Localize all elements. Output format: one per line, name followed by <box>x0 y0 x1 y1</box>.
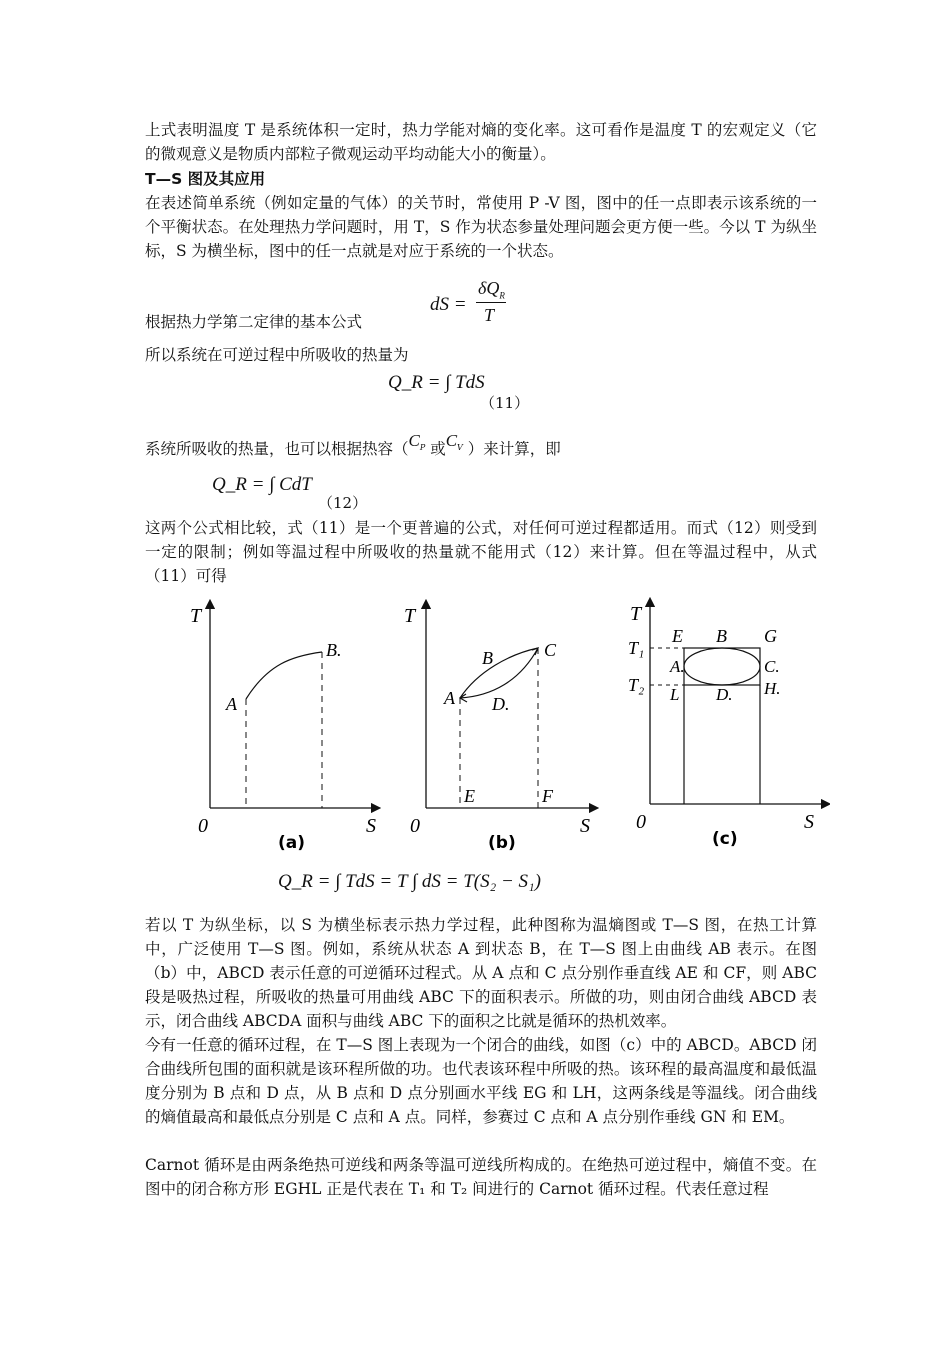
fig-b-caption: (b) <box>488 833 516 853</box>
paragraph-ts-intro: 在表述简单系统（例如定量的气体）的关节时，常使用 P -V 图，图中的任一点即表示该系统的一个平衡状态。在处理热力学问题时，用 T，S 作为状态参量处理问题会更方便一些。今以 T 为纵坐标，S 为横坐标，图中的任一点就是对应于系统的一个状态。 <box>145 194 817 260</box>
fig-c-point-e: E <box>672 626 683 646</box>
fig-a-t-label: T <box>190 605 202 627</box>
fig-a-point-a: A <box>226 694 237 714</box>
paragraph-arbitrary-cycle: 今有一任意的循环过程，在 T—S 图上表现为一个闭合的曲线，如图（c）中的 ABCD。ABCD 闭合曲线所包围的面积就是该环程所做的功。也代表该环程中所吸的热。该环程的最高温度和最低温度分别为 B 点和 D 点，从 B 点和 D 点分别画水平线 EG 和 LH，这两条线是等温线。闭合曲线的熵值最高和最低点分别是 C 点和 A 点。同样，参赛过 C 点和 A 点分别作垂线 GN 和 EM。 <box>145 1036 817 1126</box>
section-heading: T—S 图及其应用 <box>145 170 266 188</box>
figure-a <box>180 596 390 854</box>
cp-subscript: P <box>419 443 426 453</box>
fig-b-s-label: S <box>580 815 590 837</box>
eq-ds-fraction-bar <box>476 302 506 303</box>
paragraph-ts-diagram-usage: 若以 T 为纵坐标，以 S 为横坐标表示热力学过程，此种图称为温熵图或 T—S 图，在热工计算中，广泛使用 T—S 图。例如，系统从状态 A 到状态 B，在 T—S 图上由曲线 AB 表示。在图（b）中，ABCD 表示任意的可逆循环过程式。从 A 点和 C 点分别作垂直线 AE 和 CF，则 ABC 段是吸热过程，所吸收的热量可用曲线 ABC 下的面积表示。所做的功，则由闭合曲线 ABCD 表示，闭合曲线 ABCDA 面积与曲线 ABC 下的面积之比就是循环的热机效率。 <box>145 916 817 1030</box>
fig-c-t1-label: T₁ <box>628 638 645 658</box>
fig-a-caption: (a) <box>278 833 306 853</box>
eq-ds-denominator: T <box>484 305 495 325</box>
fig-b-point-f: F <box>542 786 553 806</box>
fig-c-point-g: G <box>764 626 777 646</box>
fig-c-point-d: D. <box>716 685 733 704</box>
heat-capacity-line <box>145 431 561 468</box>
eq-ds-numerator: $\delta Q_R$ <box>478 278 505 301</box>
equation-isothermal: Q_R = ∫ TdS = T ∫ dS = T(S₂ − S₁) <box>278 871 541 892</box>
fig-c-point-b: B <box>716 626 727 646</box>
formula-intro-text: 根据热力学第二定律的基本公式 <box>145 313 363 331</box>
cv-subscript: V <box>457 443 463 453</box>
paragraph-temperature-definition: 上式表明温度 T 是系统体积一定时，热力学能对熵的变化率。这可看作是温度 T 的宏观定义（它的微观意义是物质内部粒子微观运动平均动能大小的衡量）。 <box>145 121 817 163</box>
fig-b-point-c: C <box>544 640 557 660</box>
fig-c-point-l: L <box>670 685 680 704</box>
figure-b <box>398 596 608 854</box>
fig-b-point-e: E <box>464 786 475 806</box>
cp-symbol: C <box>408 431 420 450</box>
heat-intro-text: 所以系统在可逆过程中所吸收的热量为 <box>145 346 409 364</box>
fig-c-point-c: C. <box>764 657 780 676</box>
fig-c-t-label: T <box>630 603 642 625</box>
eq-ds-lhs: dS = <box>430 294 467 315</box>
fig-a-origin: 0 <box>198 815 208 837</box>
cv-symbol: C <box>445 431 458 450</box>
fig-b-t-label: T <box>404 605 416 627</box>
heatcap-or: 或 <box>430 440 446 458</box>
paragraph-carnot: Carnot 循环是由两条绝热可逆线和两条等温可逆线所构成的。在绝热可逆过程中，熵值不变。在图中的闭合称方形 EGHL 正是代表在 T₁ 和 T₂ 间进行的 Carnot 循环过程。代表任意过程 <box>145 1156 817 1198</box>
fig-a-point-b: B. <box>326 640 342 660</box>
fig-c-origin: 0 <box>636 811 646 833</box>
figure-c <box>620 596 830 854</box>
paragraph-comparison: 这两个公式相比较，式（11）是一个更普遍的公式，对任何可逆过程都适用。而式（12）则受到一定的限制；例如等温过程中所吸收的热量就不能用式（12）来计算。但在等温过程中，从式（11）可得 <box>145 519 817 585</box>
fig-b-point-d: D. <box>492 694 510 714</box>
fig-c-t2-label: T₂ <box>628 675 645 695</box>
fig-c-caption: (c) <box>712 829 738 849</box>
heatcap-pre: 系统所吸收的热量，也可以根据热容（ <box>145 440 409 458</box>
fig-b-point-b: B <box>482 648 493 668</box>
fig-b-point-a: A <box>444 688 455 708</box>
equation-11-number: （11） <box>480 394 530 412</box>
fig-a-s-label: S <box>366 815 376 837</box>
fig-b-origin: 0 <box>410 815 420 837</box>
heatcap-post: ）来计算，即 <box>467 440 561 458</box>
equation-12: Q_R = ∫ CdT <box>212 474 312 495</box>
equation-11: Q_R = ∫ TdS <box>388 372 485 393</box>
fig-c-point-h: H. <box>764 679 781 698</box>
fig-c-point-a: A. <box>670 657 685 676</box>
equation-12-number: （12） <box>318 494 368 512</box>
fig-c-s-label: S <box>804 811 814 833</box>
